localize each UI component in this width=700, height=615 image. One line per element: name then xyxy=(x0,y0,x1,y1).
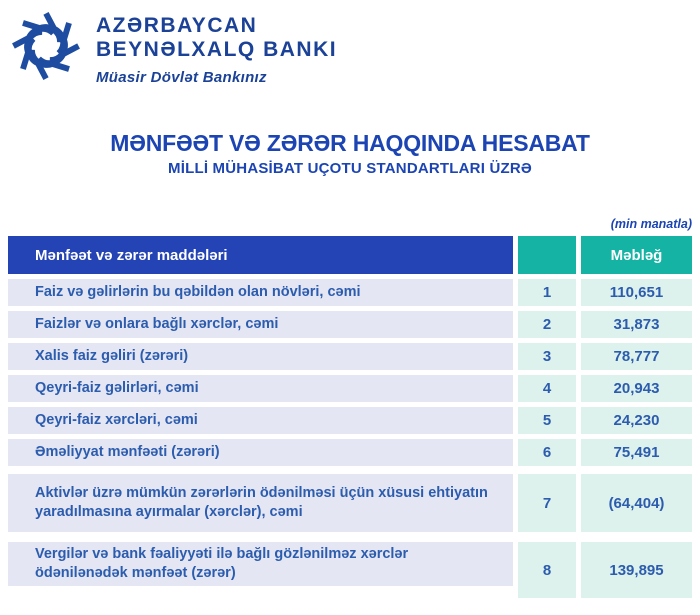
report-title-block xyxy=(0,130,700,177)
row-number-cell: 8 xyxy=(518,542,576,598)
header-amount-cell: Məbləğ xyxy=(581,236,692,274)
row-amount-cell: 139,895 xyxy=(581,542,692,598)
row-label-cell: Əməliyyat mənfəəti (zərəri) xyxy=(8,439,513,466)
row-number-cell: 5 xyxy=(518,407,576,434)
table-row xyxy=(8,375,692,402)
row-amount-cell: 24,230 xyxy=(581,407,692,434)
row-label-cell: Vergilər və bank fəaliyyəti ilə bağlı gözlənilməz xərclər ödənilənədək mənfəət (zərər) xyxy=(8,542,513,586)
row-number-cell: 4 xyxy=(518,375,576,402)
row-amount-cell: 110,651 xyxy=(581,279,692,306)
row-label-cell: Xalis faiz gəliri (zərəri) xyxy=(8,343,513,370)
header-number-cell xyxy=(518,236,576,274)
table-row xyxy=(8,311,692,338)
row-number-cell: 7 xyxy=(518,474,576,532)
row-number-cell: 1 xyxy=(518,279,576,306)
table-row xyxy=(8,407,692,434)
table-row xyxy=(8,474,692,532)
profit-loss-table xyxy=(8,236,692,586)
row-label-cell: Qeyri-faiz gəlirləri, cəmi xyxy=(8,375,513,402)
row-amount-cell: 75,491 xyxy=(581,439,692,466)
row-label-cell: Aktivlər üzrə mümkün zərərlərin ödənilməsi üçün xüsusi ehtiyatın yaradılmasına ayırmalar (xərclər), cəmi xyxy=(8,474,513,532)
row-amount-cell: 31,873 xyxy=(581,311,692,338)
row-label-cell: Qeyri-faiz xərcləri, cəmi xyxy=(8,407,513,434)
bank-logo-icon xyxy=(8,8,84,84)
table-row xyxy=(8,439,692,466)
bank-name-line1: AZƏRBAYCAN xyxy=(96,14,258,37)
row-number-cell: 2 xyxy=(518,311,576,338)
report-subtitle: MİLLİ MÜHASİBAT UÇOTU STANDARTLARI ÜZRƏ xyxy=(168,160,532,177)
header-items-cell: Mənfəət və zərər maddələri xyxy=(8,236,513,274)
table-row xyxy=(8,343,692,370)
row-amount-cell: 20,943 xyxy=(581,375,692,402)
bank-header xyxy=(0,0,700,86)
bank-name-line2: BEYNƏLXALQ BANKI xyxy=(96,38,338,61)
report-title: MƏNFƏƏT VƏ ZƏRƏR HAQQINDA HESABAT xyxy=(110,130,590,156)
unit-note: (min manatla) xyxy=(610,217,692,231)
row-amount-cell: (64,404) xyxy=(581,474,692,532)
row-label-cell: Faizlər və onlara bağlı xərclər, cəmi xyxy=(8,311,513,338)
row-label-cell: Faiz və gəlirlərin bu qəbildən olan növləri, cəmi xyxy=(8,279,513,306)
table-header-row xyxy=(8,236,692,274)
row-amount-cell: 78,777 xyxy=(581,343,692,370)
row-number-cell: 6 xyxy=(518,439,576,466)
table-row xyxy=(8,542,692,586)
table-row xyxy=(8,279,692,306)
bank-tagline: Müasir Dövlət Bankınız xyxy=(96,69,267,86)
row-number-cell: 3 xyxy=(518,343,576,370)
bank-name-block xyxy=(96,8,337,86)
